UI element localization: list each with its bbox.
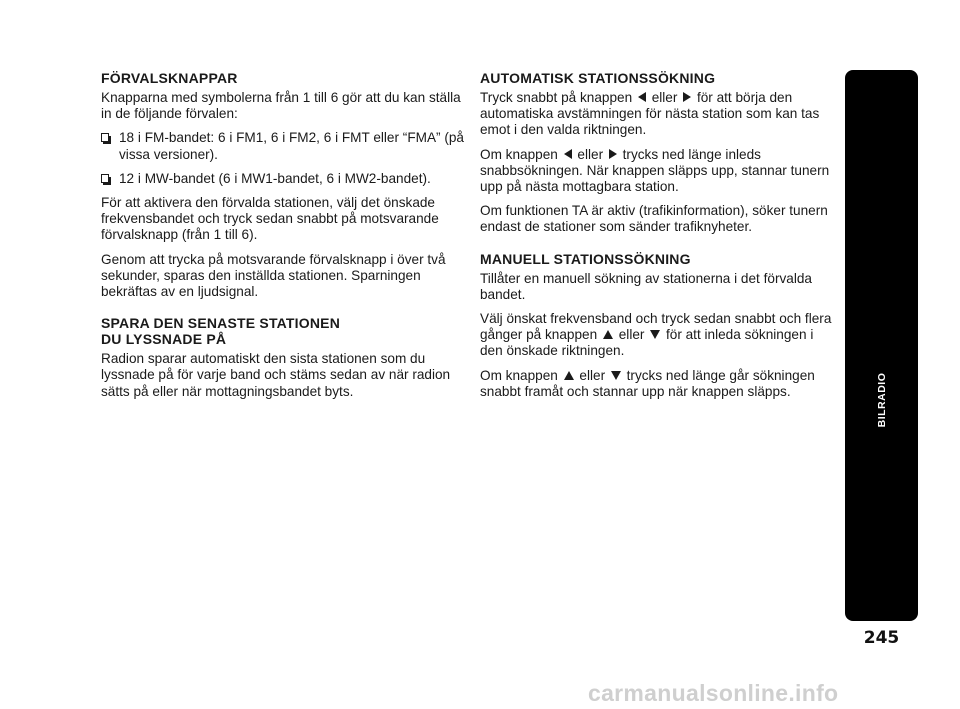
chapter-tab-label: BILRADIO <box>875 372 888 428</box>
paragraph <box>480 368 832 400</box>
text-run: Tryck snabbt på knappen <box>480 90 633 105</box>
arrow-down-icon <box>611 371 621 380</box>
text-run: för att börja den automatiska avstämningen för nästa station som kan tas emot i den valda riktningen. <box>480 90 820 138</box>
paragraph: Om funktionen TA är aktiv (trafikinformation), söker tunern endast de stationer som sänder trafiknyheter. <box>480 203 828 235</box>
paragraph <box>480 311 832 360</box>
text-run: trycks ned länge går sökningen snabbt framåt och stannar upp när knappen släpps. <box>480 367 815 399</box>
page-number: 245 <box>863 628 900 648</box>
section-heading-spara-line2: DU LYSSNADE PÅ <box>101 331 227 348</box>
paragraph: Genom att trycka på motsvarande förvalsknapp i över två sekunder, sparas den inställda stationen. Sparningen bekräftas av en ljudsignal. <box>101 251 446 300</box>
paragraph: Knapparna med symbolerna från 1 till 6 gör att du kan ställa in de följande förvalen: <box>101 90 461 122</box>
arrow-left-icon <box>638 92 646 102</box>
text-run: eller <box>651 90 678 105</box>
text-run: eller <box>579 367 606 383</box>
arrow-left-icon <box>564 149 572 159</box>
paragraph: Tillåter en manuell sökning av stationerna i det förvalda bandet. <box>480 270 812 302</box>
section-heading-automatisk: AUTOMATISK STATIONSSÖKNING <box>480 70 716 86</box>
text-run: trycks ned länge inleds snabbsökningen. När knappen släpps upp, stannar tunern upp på nästa mottagbara station. <box>480 146 830 195</box>
list-item <box>101 130 473 162</box>
arrow-right-icon <box>609 149 617 159</box>
arrow-down-icon <box>650 330 660 339</box>
section-heading-forvalsknappar: FÖRVALSKNAPPAR <box>101 70 238 86</box>
right-column <box>480 70 832 408</box>
text-run: Om knappen <box>480 146 558 162</box>
section-heading-manuell: MANUELL STATIONSSÖKNING <box>480 250 691 267</box>
list-item-text: 12 i MW-bandet (6 i MW1-bandet, 6 i MW2-bandet). <box>119 170 431 186</box>
text-run: Om knappen <box>480 367 558 383</box>
left-column <box>101 70 473 408</box>
arrow-up-icon <box>603 330 613 339</box>
watermark: carmanualsonline.info <box>588 680 839 706</box>
paragraph <box>480 147 832 196</box>
checkbox-bullet-icon <box>101 174 109 183</box>
text-run: för att inleda sökningen i den önskade riktningen. <box>480 327 814 359</box>
paragraph: Radion sparar automatiskt den sista stationen som du lyssnade på för varje band och stäms sedan av när radion sätts på eller när mottagningsbandet byts. <box>101 351 451 399</box>
text-run: eller <box>618 327 645 343</box>
paragraph: För att aktivera den förvalda stationen, välj det önskade frekvensbandet och tryck sedan snabbt på motsvarande förvalsknapp (från 1 till 6). <box>101 195 439 243</box>
chapter-side-tab <box>845 70 918 621</box>
arrow-up-icon <box>564 371 574 380</box>
arrow-right-icon <box>683 92 691 102</box>
text-run: eller <box>577 146 604 162</box>
text-run: Välj önskat frekvensband och tryck sedan snabbt och flera gånger på knappen <box>480 311 832 343</box>
paragraph <box>480 90 832 139</box>
list-item-text: 18 i FM-bandet: 6 i FM1, 6 i FM2, 6 i FMT eller “FMA” (på vissa versioner). <box>119 130 464 162</box>
list-item <box>101 171 473 187</box>
section-heading-spara-line1: SPARA DEN SENASTE STATIONEN <box>101 315 341 332</box>
checkbox-bullet-icon <box>101 133 109 142</box>
